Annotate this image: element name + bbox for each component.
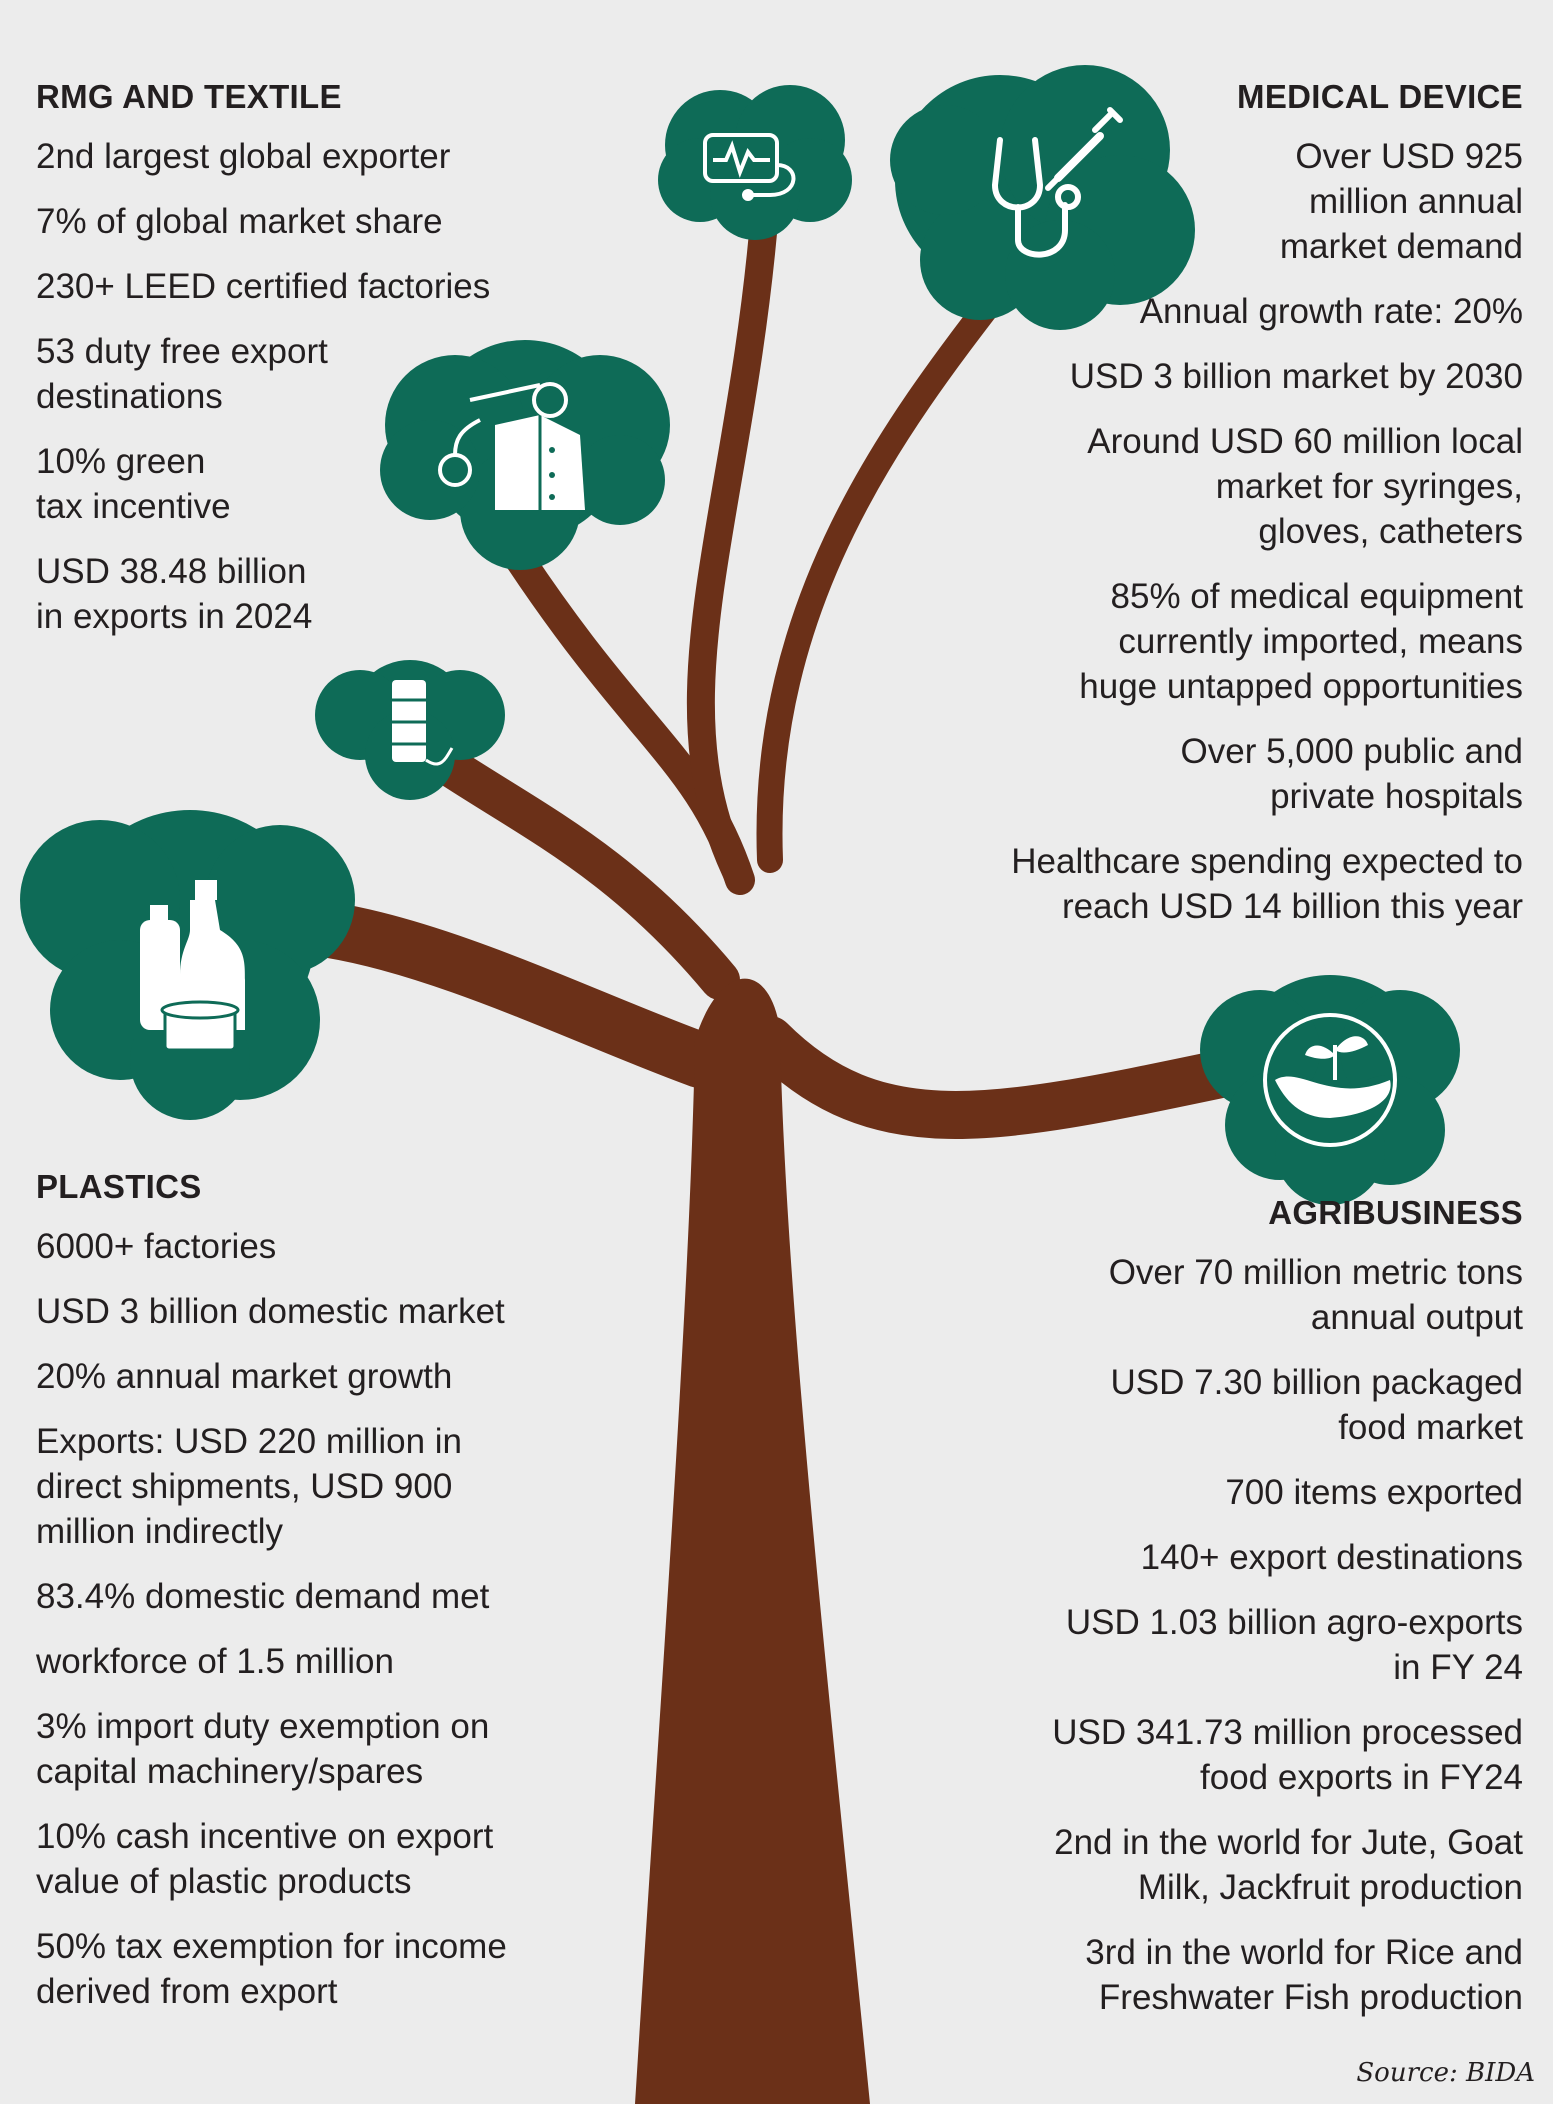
fact-item: 140+ export destinations	[1140, 1538, 1523, 1577]
fact-item: USD 1.03 billion agro-exports in FY 24	[1065, 1603, 1523, 1687]
branch-left	[330, 930, 700, 1060]
fact-item: 2nd largest global exporter	[36, 137, 451, 176]
fact-item: 7% of global market share	[36, 202, 443, 241]
fact-item: Healthcare spending expected to reach USD 14 billion this year	[1011, 842, 1523, 926]
fact-list	[763, 1250, 1523, 2020]
fact-item: 6000+ factories	[36, 1227, 277, 1266]
fact-item: 10% cash incentive on export value of plastic products	[36, 1817, 494, 1901]
fact-item: workforce of 1.5 million	[36, 1642, 394, 1681]
fact-list	[803, 134, 1523, 929]
fact-item: 53 duty free export destinations	[36, 332, 328, 416]
fact-item: Over 70 million metric tons annual output	[1108, 1253, 1523, 1337]
section-title: MEDICAL DEVICE	[1237, 78, 1523, 115]
fact-item: 230+ LEED certified factories	[36, 267, 491, 306]
fact-item: 83.4% domestic demand met	[36, 1577, 490, 1616]
section-title: AGRIBUSINESS	[1268, 1194, 1523, 1231]
fact-item: Annual growth rate: 20%	[1139, 292, 1523, 331]
fact-item: 3rd in the world for Rice and Freshwater Fish production	[1085, 1933, 1523, 2017]
section-medical-device	[803, 78, 1523, 949]
fact-item: 50% tax exemption for income derived from export	[36, 1927, 507, 2011]
fact-item: Exports: USD 220 million in direct shipments, USD 900 million indirectly	[36, 1422, 462, 1551]
source-credit: Source: BIDA	[1356, 2058, 1535, 2088]
section-agribusiness	[763, 1194, 1523, 2040]
fact-item: 10% green tax incentive	[36, 442, 231, 526]
fact-item: 3% import duty exemption on capital machinery/spares	[36, 1707, 490, 1791]
fact-list	[36, 134, 596, 639]
section-plastics	[36, 1168, 656, 2034]
fact-item: 700 items exported	[1225, 1473, 1523, 1512]
fact-item: 20% annual market growth	[36, 1357, 453, 1396]
fact-item: Around USD 60 million local market for syringes, gloves, catheters	[1087, 422, 1523, 551]
fact-list	[36, 1224, 656, 2014]
fact-item: 2nd in the world for Jute, Goat Milk, Jackfruit production	[1054, 1823, 1523, 1907]
fact-item: Over USD 925 million annual market demand	[1279, 137, 1523, 266]
section-title: RMG AND TEXTILE	[36, 78, 342, 115]
section-title: PLASTICS	[36, 1168, 202, 1205]
fact-item: USD 38.48 billion in exports in 2024	[36, 552, 313, 636]
fact-item: USD 7.30 billion packaged food market	[1110, 1363, 1523, 1447]
section-rmg-textile	[36, 78, 596, 659]
fact-item: Over 5,000 public and private hospitals	[1180, 732, 1523, 816]
branch-upper-center	[701, 210, 765, 880]
fact-item: 85% of medical equipment currently imported, means huge untapped opportunities	[1079, 577, 1523, 706]
fact-item: USD 3 billion domestic market	[36, 1292, 505, 1331]
fact-item: USD 341.73 million processed food exports in FY24	[1052, 1713, 1523, 1797]
fact-item: USD 3 billion market by 2030	[1069, 357, 1523, 396]
branch-right	[770, 1040, 1240, 1115]
